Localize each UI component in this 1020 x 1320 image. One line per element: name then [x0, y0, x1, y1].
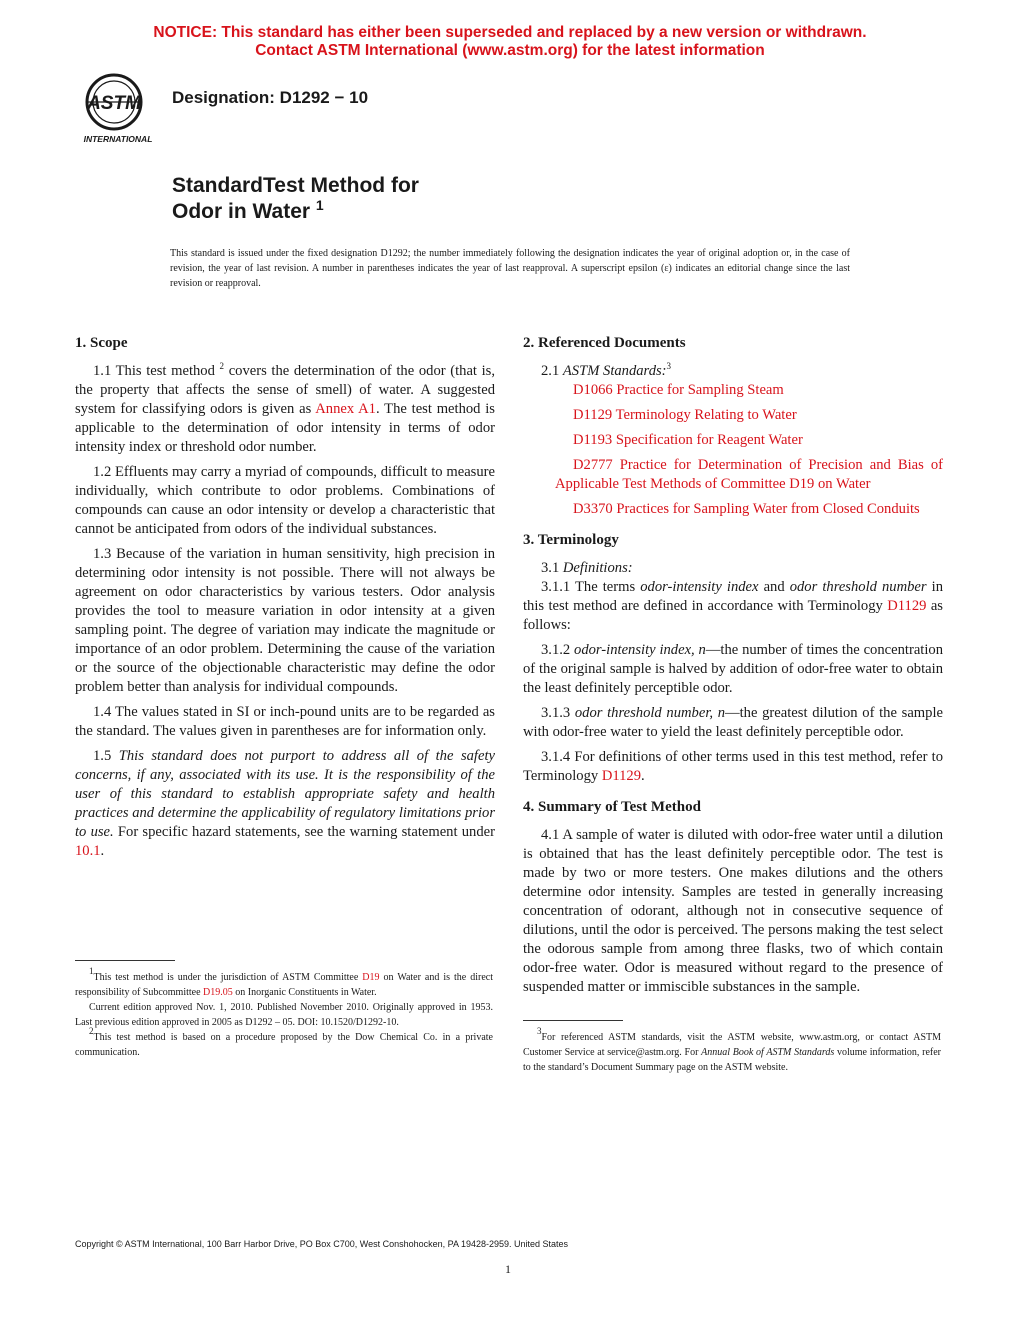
reference-item[interactable]: D1129 Terminology Relating to Water [573, 407, 797, 423]
paragraph-4-1: 4.1 A sample of water is diluted with odor-free water until a dilution is obtained that has the least definitely perceptible odor. The test is made by two or more testers. One makes dilutions and the others determine odor intensity. Samples are tested in generally increasing concentration of odorant, although not in consecutive sequence of dilutions, until the odor is perceived. The persons making the test select the odorous sample from among three flasks, two of which contain odor-free water. Odor is measured without regard to the presence of suspended matter or immiscible substances in the sample. [523, 827, 943, 995]
link-d19-05[interactable]: D19.05 [203, 987, 233, 998]
footnotes-right [523, 1026, 942, 1075]
paragraph-3-1: 3.1 Definitions: [541, 560, 633, 576]
notice-line-1: NOTICE: This standard has either been superseded and replaced by a new version or withdrawn. [153, 24, 867, 41]
designation: Designation: D1292 − 10 [172, 88, 369, 107]
reference-list [523, 381, 943, 519]
logo-text: ASTM [87, 93, 141, 114]
footnote-1-edition: Current edition approved Nov. 1, 2010. Published November 2010. Originally approved in 1953. Last previous edition approved in 2005 as D1292 – 05. DOI: 10.1520/D1292-10. [75, 1002, 493, 1028]
logo-subtext: INTERNATIONAL [83, 134, 153, 144]
reference-item[interactable]: D3370 Practices for Sampling Water from Closed Conduits [573, 501, 920, 517]
reference-code[interactable]: D1066 [573, 382, 613, 398]
footnote-divider [75, 960, 175, 961]
reference-code[interactable]: D3370 [573, 501, 613, 517]
paragraph-1-1: 1.1 This test method $^2$ covers the determination of the odor (that is, the property that affects the sense of smell) of water. A suggested system for classifying odors is given as Annex A1. The test method is applicable to the determination of odor intensity in terms of odor intensity index or threshold odor number. [75, 361, 496, 455]
paragraph-3-1-4: 3.1.4 For definitions of other terms used in this test method, refer to Terminology D1129. [523, 749, 943, 784]
reference-item[interactable]: D1066 Practice for Sampling Steam [573, 382, 784, 398]
section-heading-scope: 1. Scope [75, 335, 128, 351]
footnote-divider [523, 1020, 623, 1021]
notice-line-2: Contact ASTM International (www.astm.org) for the latest information [255, 42, 765, 59]
link-10-1[interactable]: 10.1 [75, 843, 101, 859]
astm-logo-mark-icon [74, 72, 162, 146]
section-heading-terminology: 3. Terminology [523, 532, 619, 548]
link-d19[interactable]: D19 [362, 972, 380, 983]
paragraph-1-3: 1.3 Because of the variation in human sensitivity, high precision in determining odor intensity is not possible. There will not always be agreement on odor characteristics by various testers. Odor analysis provides the tool to measure variation in odor intensity at a given sampling point. The degree of variation may indicate the magnitude or importance of an odor problem. Determining the cause of the variation or the source of the objectionable characteristic may define the odor problem better than analysis for individual compounds. [75, 546, 495, 695]
reference-code[interactable]: D1129 [573, 407, 613, 423]
title-line-1: StandardTest Method for [172, 174, 419, 197]
footnote-3: $^3$For referenced ASTM standards, visit the ASTM website, www.astm.org, or contact ASTM Customer Service at service@astm.org. For Annual Book of ASTM Standards volume information, refer to the standard’s Document Summary page on the ASTM website. [523, 1026, 942, 1073]
paragraph-1-2: 1.2 Effluents may carry a myriad of compounds, difficult to measure individually, which contribute to odor problems. Combinations of compounds can cause an odor intensity or develop a characteristic that cannot be anticipated from odors of the individual substances. [75, 464, 495, 537]
footnote-ref-2[interactable]: 2 [219, 361, 225, 371]
section-heading-summary: 4. Summary of Test Method [523, 799, 701, 815]
title-footnote-mark[interactable]: 1 [315, 197, 324, 213]
copyright-line: Copyright © ASTM International, 100 Barr Harbor Drive, PO Box C700, West Conshohocken, PA 19428-2959. United States [75, 1239, 569, 1249]
astm-logo [74, 72, 162, 146]
right-column [523, 334, 943, 1003]
paragraph-2-1: 2.1 ASTM Standards:$^3$ [541, 361, 672, 379]
paragraph-3-1-3: 3.1.3 odor threshold number, n—the greatest dilution of the sample with odor-free water to yield the least definitely perceptible odor. [523, 705, 943, 740]
paragraph-1-4: 1.4 The values stated in SI or inch-pound units are to be regarded as the standard. The values given in parentheses are for information only. [75, 704, 495, 739]
footnote-1: $^1$This test method is under the jurisdiction of ASTM Committee D19 on Water and is the direct responsibility of Subcommittee D19.05 on Inorganic Constituents in Water. [75, 966, 493, 998]
link-d1129[interactable]: D1129 [887, 598, 927, 614]
reference-code[interactable]: D1193 [573, 432, 613, 448]
reference-item[interactable]: D2777 Practice for Determination of Precision and Bias of Applicable Test Methods of Committee D19 on Water [555, 457, 943, 492]
reference-code[interactable]: D2777 [573, 457, 613, 473]
footnote-2: $^2$This test method is based on a procedure proposed by the Dow Chemical Co. in a private communication. [75, 1026, 493, 1058]
paragraph-1-5: 1.5 This standard does not purport to address all of the safety concerns, if any, associated with its use. It is the responsibility of the user of this standard to establish appropriate safety and health practices and determine the applicability of regulatory limitations prior to use. For specific hazard statements, see the warning statement under 10.1. [75, 748, 495, 859]
page-number: 1 [505, 1262, 511, 1276]
paragraph-3-1-2: 3.1.2 odor-intensity index, n—the number of times the concentration of the original sample is halved by addition of odor-free water to obtain the least definitely perceptible odor. [523, 642, 944, 696]
footnotes-left [75, 966, 493, 1060]
paragraph-3-1-1: 3.1.1 The terms odor-intensity index and odor threshold number in this test method are defined in accordance with Terminology D1129 as follows: [523, 579, 944, 633]
reference-item[interactable]: D1193 Specification for Reagent Water [573, 432, 803, 448]
link-d1129[interactable]: D1129 [601, 768, 642, 784]
footnote-ref-3[interactable]: 3 [666, 361, 672, 371]
title-line-2: Odor in Water [172, 200, 311, 223]
issuance-note: This standard is issued under the fixed designation D1292; the number immediately following the designation indicates the year of original adoption or, in the case of revision, the year of last revision. A number in parentheses indicates the year of last reapproval. A superscript epsilon (ε) indicates an editorial change since the last revision or reapproval. [170, 248, 850, 289]
document-title [172, 173, 419, 225]
withdrawn-notice-banner [0, 24, 1020, 60]
section-heading-referenced-documents: 2. Referenced Documents [523, 335, 686, 351]
link-annex-a1[interactable]: Annex A1 [315, 401, 376, 417]
left-column [75, 334, 495, 867]
